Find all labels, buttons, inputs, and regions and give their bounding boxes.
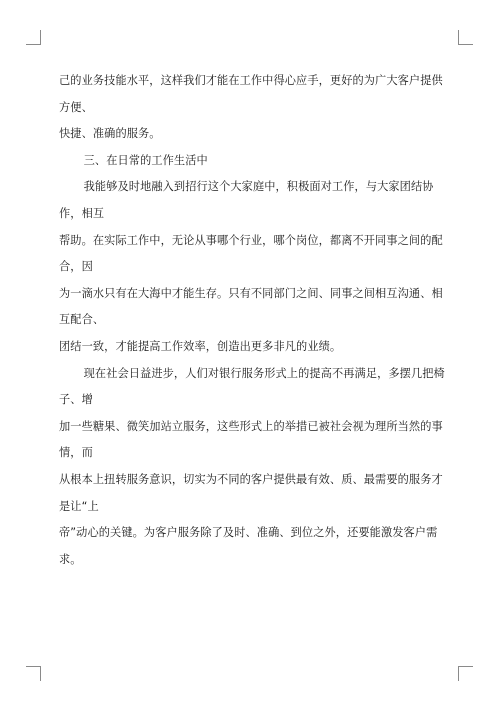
crop-mark-bottom-right [458, 666, 473, 681]
text-line: 我能够及时地融入到招行这个大家庭中，积极面对工作，与大家团结协作，相互 [59, 180, 434, 220]
text-line: 帝”动心的关键。为客户服务除了及时、准确、到位之外，还要能激发客户需求。 [59, 526, 438, 566]
crop-mark-top-left [26, 30, 41, 45]
text-line: 快捷、准确的服务。 [59, 127, 161, 141]
text-line: 现在社会日益进步，人们对银行服务形式上的提高不再满足，多摆几把椅子、增 [59, 366, 445, 407]
crop-mark-bottom-left [26, 666, 41, 681]
text-line: 己的业务技能水平，这样我们才能在工作中得心应手，更好的为广大客户提供方便、 [59, 74, 443, 114]
paragraph-continuation [59, 68, 447, 148]
text-line: 为一滴水只有在大海中才能生存。只有不同部门之间、同事之间相互沟通、相互配合、 [59, 286, 443, 327]
text-line: 从根本上扭转服务意识，切实为不同的客户提供最有效、质、最需要的服务才是让“上 [59, 472, 443, 513]
document-body [59, 68, 447, 573]
heading-text: 三、在日常的工作生活中 [83, 153, 208, 167]
crop-mark-top-right [458, 30, 473, 45]
section-heading [59, 148, 447, 175]
paragraph-service [59, 361, 447, 574]
text-line: 团结一致，才能提高工作效率，创造出更多非凡的业绩。 [59, 339, 342, 353]
text-line: 加一些糖果、微笑加站立服务，这些形式上的举措已被社会视为理所当然的事情，而 [59, 419, 443, 460]
paragraph-teamwork [59, 174, 447, 360]
text-line: 帮助。在实际工作中，无论从事哪个行业，哪个岗位，都离不开同事之间的配合，因 [59, 233, 443, 274]
